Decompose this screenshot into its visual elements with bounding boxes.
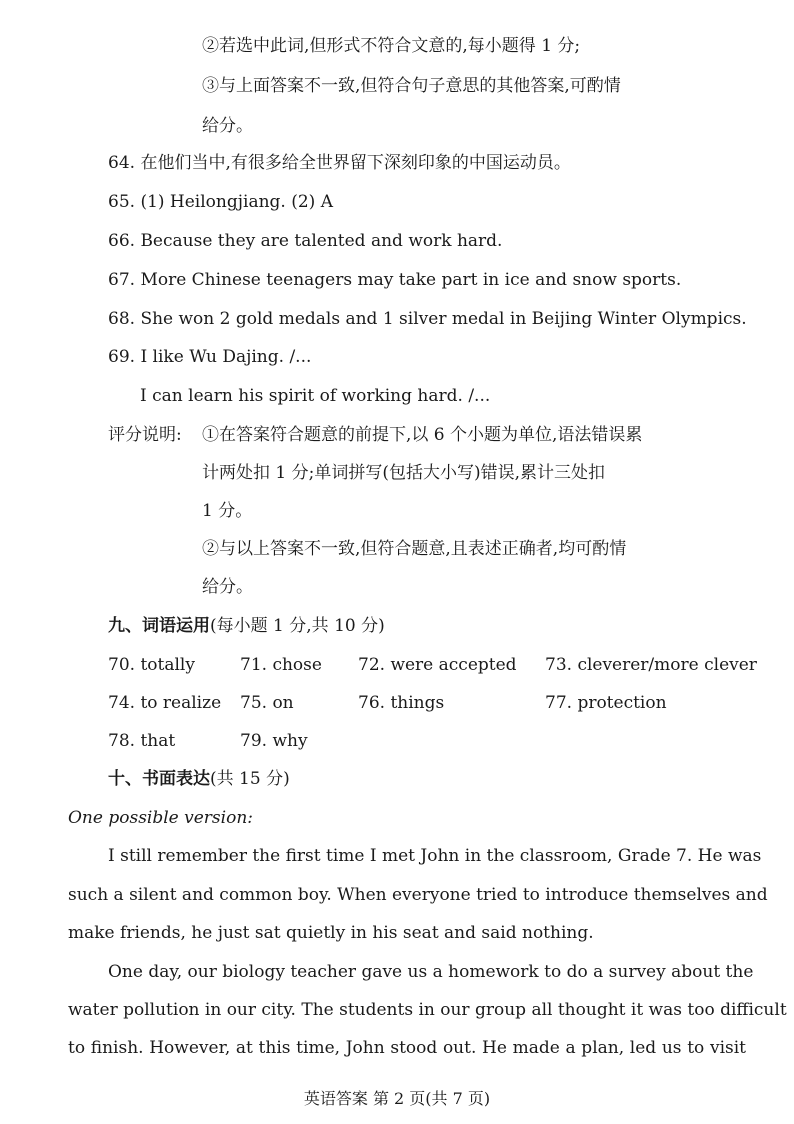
answer-65: 65. (1) Heilongjiang. (2) A xyxy=(108,192,333,212)
vocab-item: 71. chose xyxy=(240,655,322,675)
vocab-item: 74. to realize xyxy=(108,693,222,713)
essay-line: I still remember the first time I met John in the classroom, Grade 7. He was xyxy=(108,846,762,866)
vocab-item: 70. totally xyxy=(108,655,195,675)
vocab-item: 72. were accepted xyxy=(358,655,517,675)
essay-line: to finish. However, at this time, John stood out. He made a plan, led us to visit xyxy=(68,1038,746,1058)
scoring-line-1: ①在答案符合题意的前提下,以 6 个小题为单位,语法错误累 xyxy=(202,425,643,445)
scoring-label: 评分说明: xyxy=(108,425,182,445)
vocab-item: 79. why xyxy=(240,731,308,751)
answer-66: 66. Because they are talented and work hard. xyxy=(108,231,503,251)
scoring-line-5: 给分。 xyxy=(202,577,253,597)
essay-label: One possible version: xyxy=(68,808,253,828)
section-9-heading xyxy=(108,616,385,636)
essay-line: such a silent and common boy. When everyone tried to introduce themselves and xyxy=(68,885,768,905)
vocab-item: 76. things xyxy=(358,693,445,713)
vocab-item: 78. that xyxy=(108,731,176,751)
answer-69-cont: I can learn his spirit of working hard. /... xyxy=(140,386,491,406)
page-footer: 英语答案 第 2 页(共 7 页) xyxy=(303,1089,491,1108)
section-10-note: (共 15 分) xyxy=(210,769,290,789)
vocab-item: 75. on xyxy=(240,693,294,713)
note-line-2: ②若选中此词,但形式不符合文意的,每小题得 1 分; xyxy=(202,36,581,56)
section-9-title: 九、词语运用 xyxy=(108,616,210,636)
answer-64: 64. 在他们当中,有很多给全世界留下深刻印象的中国运动员。 xyxy=(108,153,571,173)
answer-69: 69. I like Wu Dajing. /... xyxy=(108,347,312,367)
essay-line: water pollution in our city. The students in our group all thought it was too difficult xyxy=(68,1000,787,1020)
scoring-line-2: 计两处扣 1 分;单词拼写(包括大小写)错误,累计三处扣 xyxy=(202,463,606,483)
vocab-item: 73. cleverer/more clever xyxy=(545,655,757,675)
essay-line: One day, our biology teacher gave us a homework to do a survey about the xyxy=(108,962,754,982)
section-10-heading xyxy=(108,769,290,789)
section-10-title: 十、书面表达 xyxy=(108,769,210,789)
essay-line: make friends, he just sat quietly in his seat and said nothing. xyxy=(68,923,594,943)
note-line-3: ③与上面答案不一致,但符合句子意思的其他答案,可酌情 xyxy=(202,76,621,96)
scoring-line-4: ②与以上答案不一致,但符合题意,且表述正确者,均可酌情 xyxy=(202,539,627,559)
answer-68: 68. She won 2 gold medals and 1 silver medal in Beijing Winter Olympics. xyxy=(108,309,747,329)
note-line-3-cont: 给分。 xyxy=(202,116,253,136)
answer-67: 67. More Chinese teenagers may take part in ice and snow sports. xyxy=(108,270,682,290)
vocab-item: 77. protection xyxy=(545,693,667,713)
scoring-line-3: 1 分。 xyxy=(202,501,253,521)
section-9-note: (每小题 1 分,共 10 分) xyxy=(210,616,385,636)
